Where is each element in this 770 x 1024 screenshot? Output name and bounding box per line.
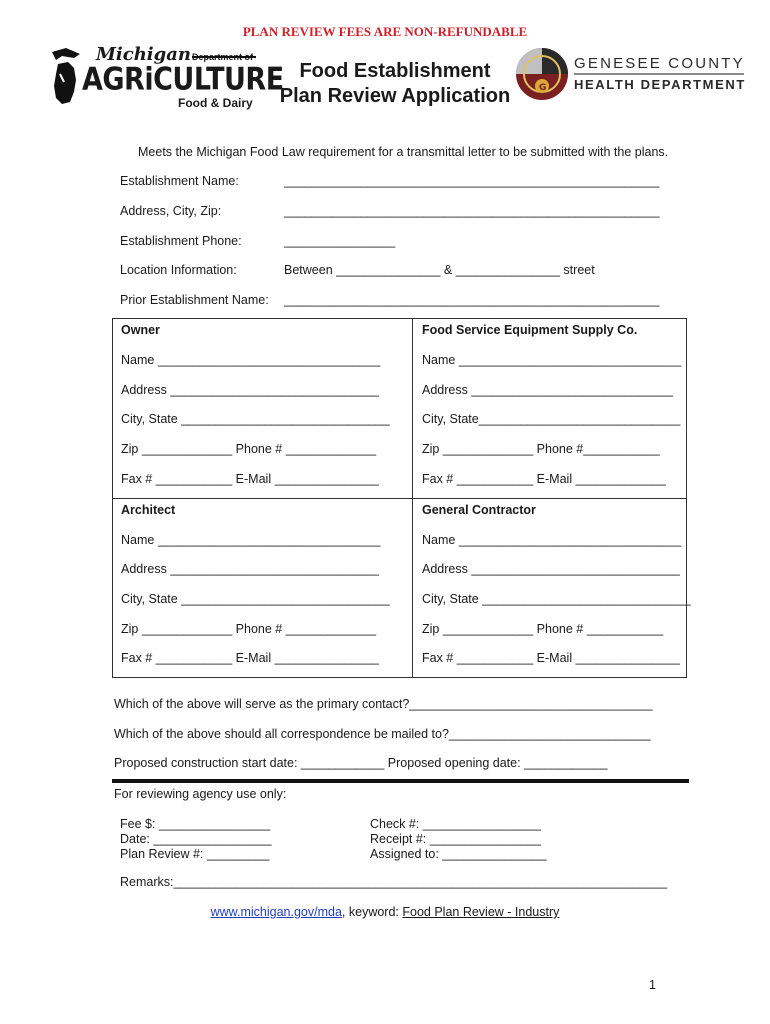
gchd-logo-line2: HEALTH DEPARTMENT <box>574 77 746 92</box>
mda-logo-food-dairy: Food & Dairy <box>178 96 253 110</box>
assigned-to-field[interactable]: Assigned to: _______________ <box>370 847 547 861</box>
contractor-heading: General Contractor <box>422 503 536 517</box>
contractor-zip-phone-field[interactable]: Zip _____________ Phone # ___________ <box>422 622 664 636</box>
footer-keyword-prefix: , keyword: <box>341 905 403 919</box>
architect-name-field[interactable]: Name ________________________________ <box>121 533 381 547</box>
michigan-agriculture-logo <box>46 44 284 116</box>
owner-zip-phone-field[interactable]: Zip _____________ Phone # _____________ <box>121 442 377 456</box>
supplier-zip-phone-field[interactable]: Zip _____________ Phone #___________ <box>422 442 660 456</box>
supplier-address-field[interactable]: Address _____________________________ <box>422 383 673 397</box>
mda-logo-rule <box>192 56 256 58</box>
title-line-1: Food Establishment <box>299 60 491 82</box>
dates-field[interactable]: Proposed construction start date: ____________ Proposed opening date: ____________ <box>114 756 608 770</box>
owner-name-field[interactable]: Name ________________________________ <box>121 353 381 367</box>
section-divider <box>112 779 689 783</box>
supplier-heading: Food Service Equipment Supply Co. <box>422 323 638 337</box>
owner-heading: Owner <box>121 323 160 337</box>
non-refundable-notice: PLAN REVIEW FEES ARE NON-REFUNDABLE <box>242 24 528 39</box>
mda-logo-michigan: Michigan <box>96 44 191 65</box>
architect-zip-phone-field[interactable]: Zip _____________ Phone # _____________ <box>121 622 377 636</box>
prior-name-field[interactable]: ______________________________________________________ <box>284 293 660 307</box>
remarks-field[interactable]: Remarks:_______________________________________________________________________ <box>120 875 668 889</box>
date-field[interactable]: Date: _________________ <box>120 832 272 846</box>
agency-left-block <box>120 817 272 862</box>
footer-line <box>0 905 770 919</box>
mda-logo-agriculture: AGRiCULTURE <box>82 62 284 98</box>
gchd-logo-line1: GENESEE COUNTY <box>574 55 745 72</box>
check-number-field[interactable]: Check #: _________________ <box>370 817 541 831</box>
footer-keyword: Food Plan Review - Industry <box>402 905 560 919</box>
genesee-seal-icon <box>514 46 570 102</box>
mda-website-link[interactable]: www.michigan.gov/mda <box>210 905 342 919</box>
establishment-phone-label: Establishment Phone: <box>120 234 242 248</box>
owner-city-field[interactable]: City, State ______________________________ <box>121 412 390 426</box>
agency-right-block <box>370 817 547 862</box>
establishment-phone-field[interactable]: ________________ <box>284 234 396 248</box>
establishment-name-label: Establishment Name: <box>120 174 239 188</box>
agency-heading: For reviewing agency use only: <box>114 787 287 801</box>
location-field[interactable]: Between _______________ & _______________ street <box>284 263 595 277</box>
location-label: Location Information: <box>120 263 237 277</box>
contacts-table <box>112 318 691 678</box>
contractor-fax-email-field[interactable]: Fax # ___________ E-Mail _______________ <box>422 651 680 665</box>
title-line-2: Plan Review Application <box>279 85 511 107</box>
contractor-name-field[interactable]: Name ________________________________ <box>422 533 682 547</box>
supplier-fax-email-field[interactable]: Fax # ___________ E-Mail _____________ <box>422 472 666 486</box>
svg-text:G: G <box>539 83 547 93</box>
correspondence-field[interactable]: Which of the above should all correspondence be mailed to?_____________________________ <box>114 727 651 741</box>
page-number: 1 <box>649 978 656 992</box>
owner-fax-email-field[interactable]: Fax # ___________ E-Mail _______________ <box>121 472 379 486</box>
supplier-city-field[interactable]: City, State_____________________________ <box>422 412 681 426</box>
primary-contact-field[interactable]: Which of the above will serve as the primary contact?___________________________________ <box>114 697 653 711</box>
contractor-city-field[interactable]: City, State ______________________________ <box>422 592 691 606</box>
receipt-number-field[interactable]: Receipt #: ________________ <box>370 832 541 846</box>
fee-field[interactable]: Fee $: ________________ <box>120 817 271 831</box>
architect-address-field[interactable]: Address ______________________________ <box>121 562 379 576</box>
architect-city-field[interactable]: City, State ______________________________ <box>121 592 390 606</box>
owner-address-field[interactable]: Address ______________________________ <box>121 383 379 397</box>
prior-name-label: Prior Establishment Name: <box>120 293 269 307</box>
supplier-name-field[interactable]: Name ________________________________ <box>422 353 682 367</box>
establishment-name-field[interactable]: ______________________________________________________ <box>284 174 660 188</box>
address-label: Address, City, Zip: <box>120 204 222 218</box>
plan-review-number-field[interactable]: Plan Review #: _________ <box>120 847 270 861</box>
page-title <box>270 59 520 109</box>
architect-fax-email-field[interactable]: Fax # ___________ E-Mail _______________ <box>121 651 379 665</box>
gchd-logo-rule <box>574 73 744 75</box>
contractor-address-field[interactable]: Address ______________________________ <box>422 562 680 576</box>
architect-heading: Architect <box>121 503 176 517</box>
address-field[interactable]: ______________________________________________________ <box>284 204 660 218</box>
intro-text: Meets the Michigan Food Law requirement for a transmittal letter to be submitted with the plans. <box>138 145 669 159</box>
table-divider-horizontal <box>113 498 686 499</box>
